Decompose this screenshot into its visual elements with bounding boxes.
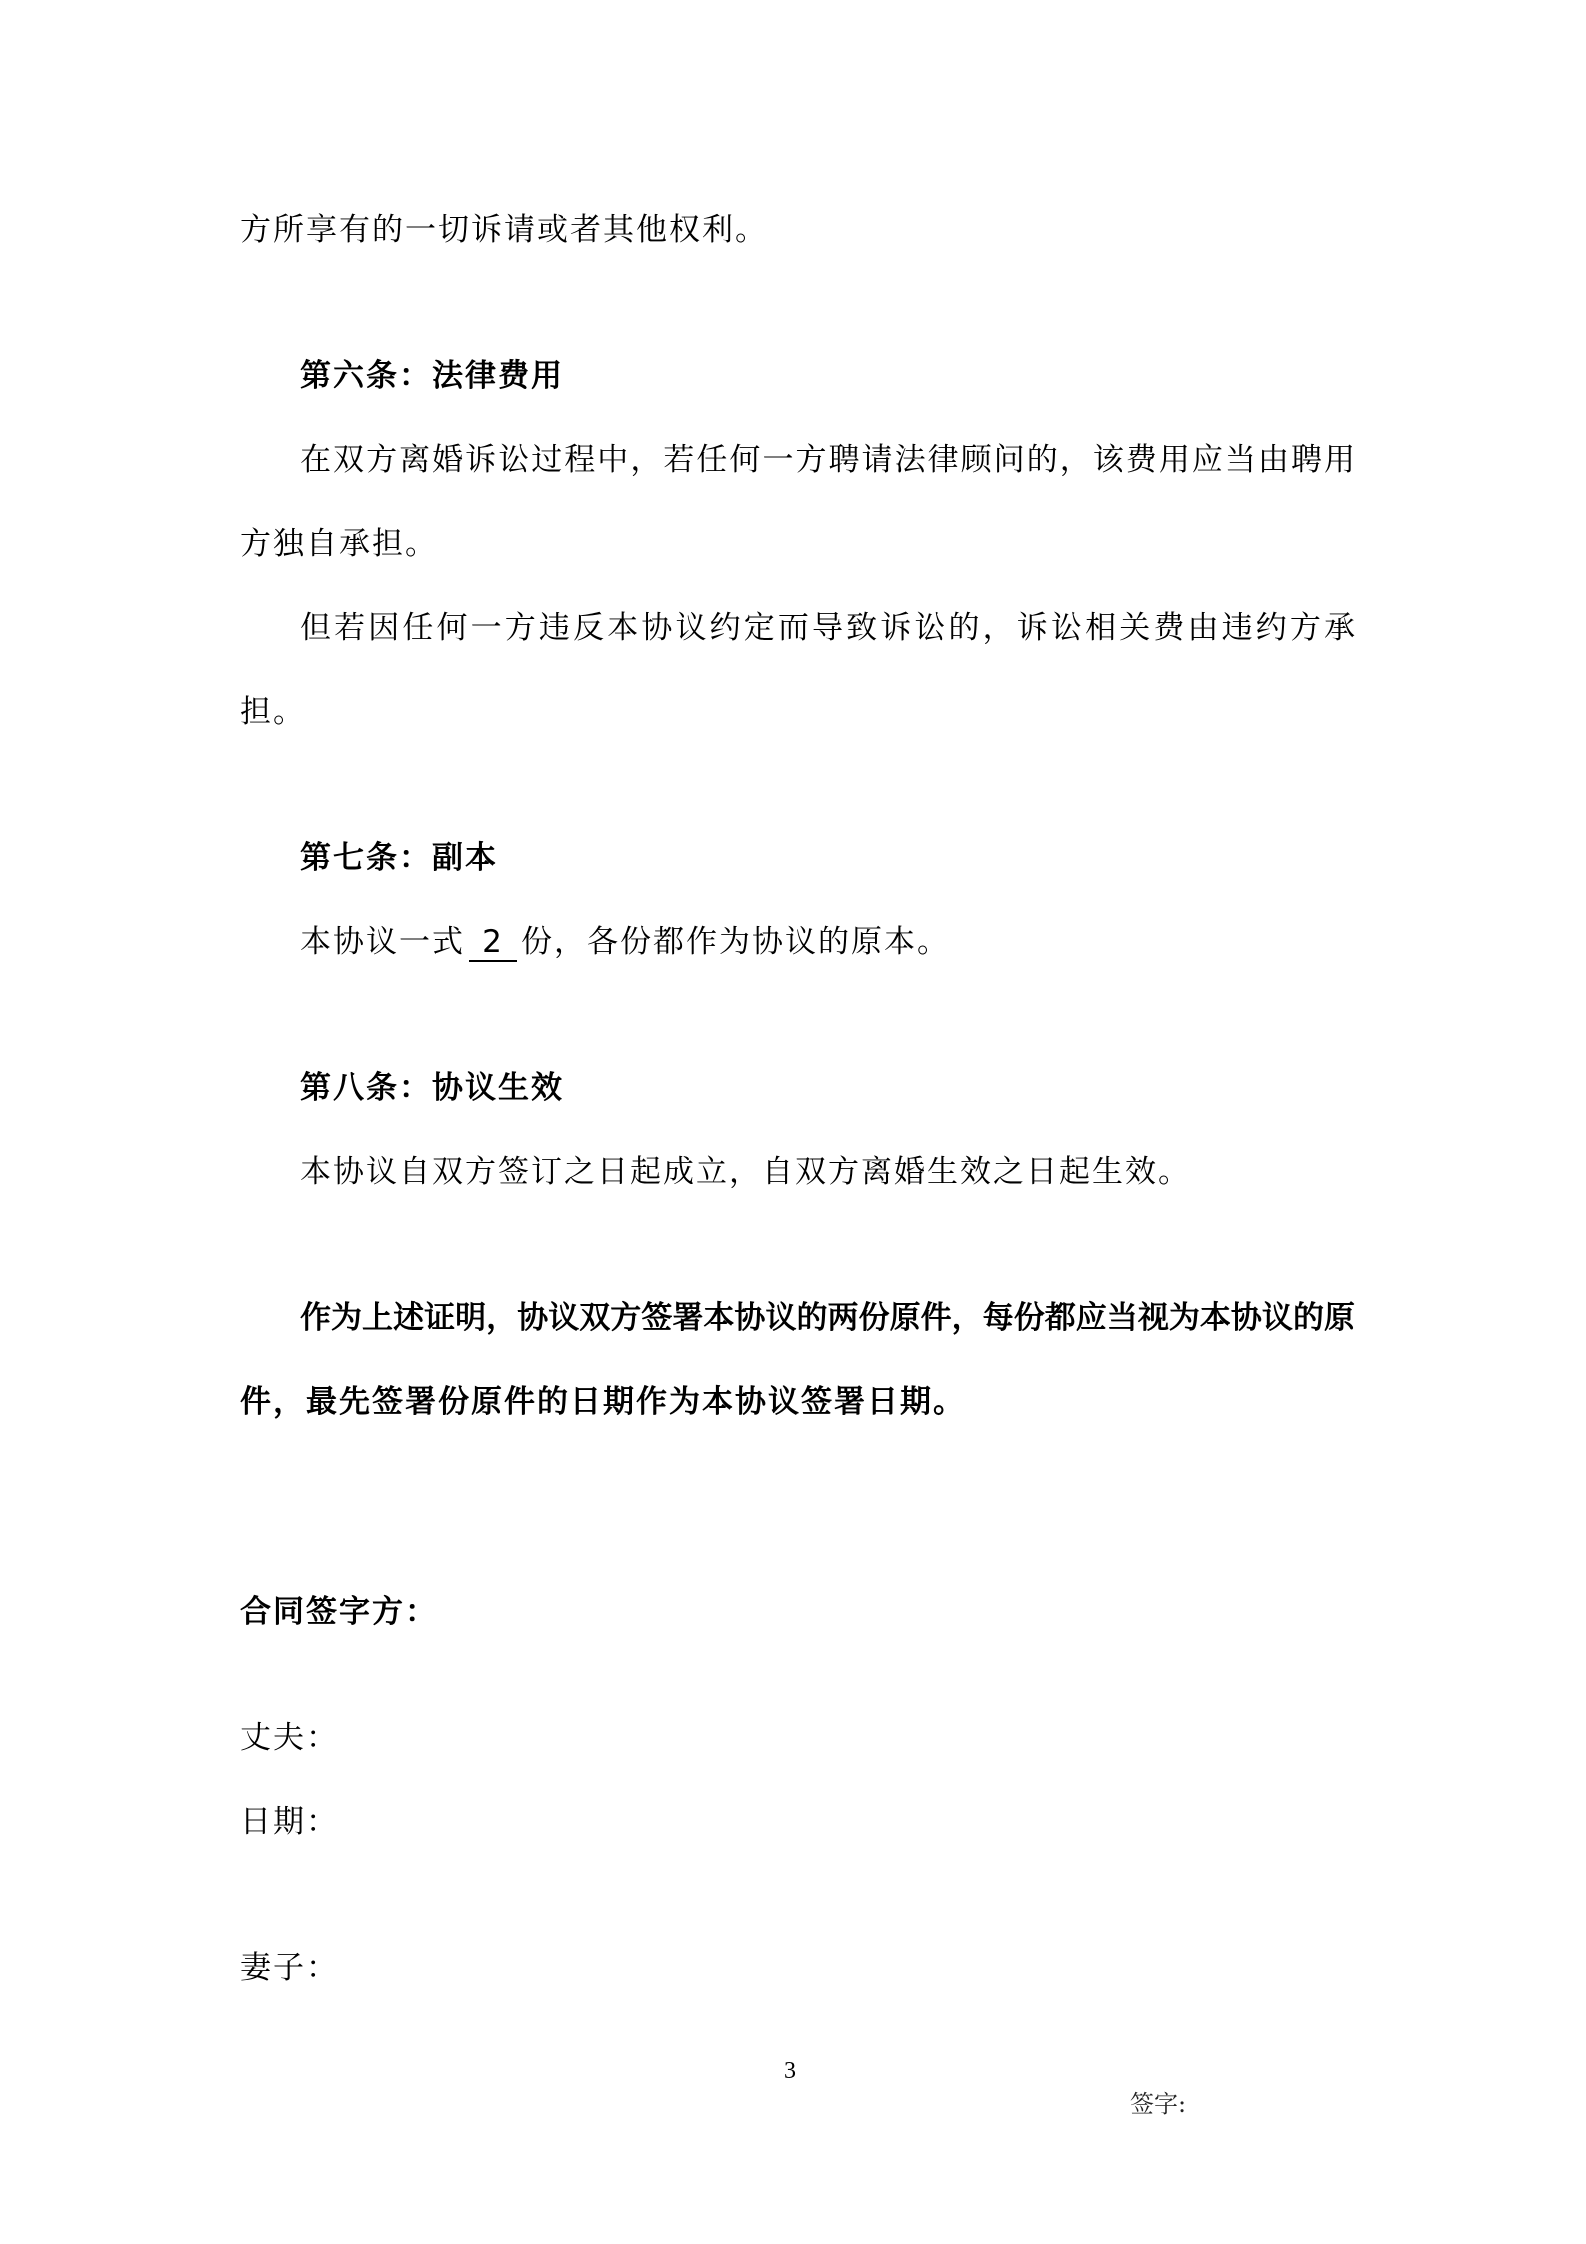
signatories-heading: 合同签字方： (240, 1594, 438, 1630)
article-6-paragraph-2-line-2: 担。 (240, 694, 306, 730)
article-6-paragraph-2-line-1: 但若因任何一方违反本协议约定而导致诉讼的，诉讼相关费由违约方承 (300, 610, 1355, 646)
wife-label: 妻子： (240, 1950, 339, 1986)
page-number: 3 (784, 2058, 796, 2084)
article-6-paragraph-1-line-1: 在双方离婚诉讼过程中，若任何一方聘请法律顾问的，该费用应当由聘用 (300, 442, 1355, 478)
date-label: 日期： (240, 1804, 339, 1840)
copies-count: 2 (469, 924, 517, 962)
article-6-heading: 第六条：法律费用 (300, 358, 564, 394)
article-7-heading: 第七条：副本 (300, 840, 498, 876)
witness-line-1: 作为上述证明，协议双方签署本协议的两份原件，每份都应当视为本协议的原 (300, 1300, 1355, 1336)
article-7-text-after: 份，各份都作为协议的原本。 (521, 924, 950, 960)
article-8-heading: 第八条：协议生效 (300, 1070, 564, 1106)
paragraph-continuation: 方所享有的一切诉请或者其他权利。 (240, 212, 768, 248)
article-7-text-before: 本协议一式 (300, 924, 465, 960)
article-6-paragraph-1-line-2: 方独自承担。 (240, 526, 438, 562)
witness-line-2: 件，最先签署份原件的日期作为本协议签署日期。 (240, 1384, 966, 1420)
husband-label: 丈夫： (240, 1720, 339, 1756)
footer-sign-label: 签字: (1130, 2090, 1187, 2118)
article-8-paragraph: 本协议自双方签订之日起成立，自双方离婚生效之日起生效。 (300, 1154, 1191, 1190)
article-7-paragraph (300, 922, 950, 962)
